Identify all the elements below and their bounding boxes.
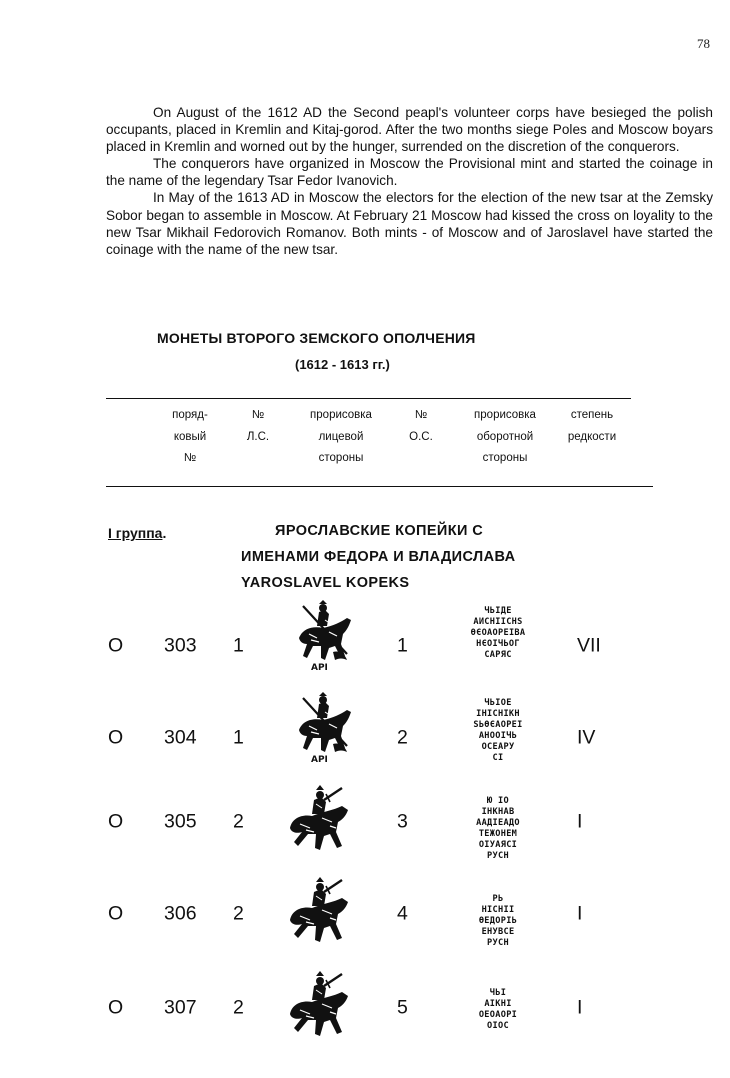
- row-obverse-number: 1: [233, 726, 244, 749]
- reverse-legend: ЧЬІ АІКНІ ОЕОАОРІ ОІОС: [478, 988, 518, 1031]
- row-catalog-number: 307: [164, 996, 197, 1019]
- row-obverse-number: 2: [233, 810, 244, 833]
- section-years: (1612 - 1613 гг.): [295, 357, 390, 372]
- row-rarity: IV: [577, 726, 596, 749]
- reverse-legend: ЧЬІДЕ АИСНІІСНЅ ӨЄОАОРЕІВА НЄОІЧЬОГ САРЯС: [470, 606, 526, 660]
- table-row: [0, 692, 730, 784]
- row-obverse-number: 2: [233, 996, 244, 1019]
- group-title-english: YAROSLAVEL KOPEKS: [241, 575, 410, 591]
- row-reverse-number: 1: [397, 634, 408, 657]
- row-mark: O: [108, 902, 124, 925]
- table-row: [0, 868, 730, 960]
- reverse-legend: РЬ НІСНІІ ӨЕДОРІЬ ЕНУВСЕ РУСН: [478, 894, 518, 948]
- header-col-reverse-drawing: прорисовка оборотной стороны: [474, 409, 536, 464]
- row-catalog-number: 304: [164, 726, 197, 749]
- row-rarity: I: [577, 902, 583, 925]
- group-title-line-1: ЯРОСЛАВСКИЕ КОПЕЙКИ С: [275, 523, 484, 539]
- group-label: I группа.: [108, 525, 167, 541]
- table-bottom-rule: [106, 486, 653, 487]
- reverse-legend: Ю ІО ІНКНАВ ААДІЕАДО ТЕЖОНЕМ ОІУАЯСІ РУСН: [476, 796, 520, 861]
- row-reverse-number: 4: [397, 902, 408, 925]
- reverse-legend: ЧЬІОЕ ІНІСНІКН ЅЬӨЄАОРЕІ АНООІЧЬ ОСЕАРУ СІ: [473, 698, 523, 763]
- row-rarity: I: [577, 810, 583, 833]
- intro-paragraph: In May of the 1613 AD in Moscow the electors for the election of the new tsar at the Zemsky Sobor began to assemble in Moscow. At February 21 Moscow had kissed the cross on loyality to the new Tsar Mikhail Fedorovich Romanov. Both mints - of Moscow and of Jaroslavel have started the coinage with the name of the new tsar.: [106, 190, 713, 257]
- header-col-order-number: поряд- ковый №: [172, 409, 208, 464]
- horseman-sword-coin-icon: [284, 876, 354, 948]
- horseman-sword-coin-icon: [284, 970, 354, 1042]
- svg-text:АРІ: АРІ: [311, 663, 328, 672]
- intro-text: [106, 104, 713, 258]
- table-row: [0, 776, 730, 868]
- row-mark: O: [108, 996, 124, 1019]
- row-catalog-number: 306: [164, 902, 197, 925]
- row-mark: O: [108, 810, 124, 833]
- horseman-spear-coin-icon: [289, 692, 359, 764]
- svg-text:АРІ: АРІ: [311, 755, 328, 764]
- row-reverse-number: 2: [397, 726, 408, 749]
- row-rarity: I: [577, 996, 583, 1019]
- row-mark: O: [108, 634, 124, 657]
- table-top-rule: [106, 398, 631, 399]
- intro-paragraph: On August of the 1612 AD the Second peapl's volunteer corps have besieged the polish occupants, placed in Kremlin and Kitaj-gorod. After the two months siege Poles and Moscow boyars placed in Kremlin and worned out by the hunger, surrended on the discretion of the conquerors.: [106, 105, 713, 155]
- intro-paragraph: The conquerors have organized in Moscow the Provisional mint and started the coinage in the name of the legendary Tsar Fedor Ivanovich.: [106, 156, 713, 189]
- row-catalog-number: 303: [164, 634, 197, 657]
- header-col-rarity: степень редкости: [567, 409, 617, 443]
- horseman-sword-coin-icon: [284, 784, 354, 856]
- page-number: 78: [697, 36, 710, 51]
- table-row: [0, 962, 730, 1054]
- row-obverse-number: 2: [233, 902, 244, 925]
- horseman-spear-coin-icon: [289, 600, 359, 672]
- row-reverse-number: 5: [397, 996, 408, 1019]
- header-col-obverse-number: № Л.С.: [246, 409, 270, 443]
- row-rarity: VII: [577, 634, 601, 657]
- row-mark: O: [108, 726, 124, 749]
- table-row: [0, 600, 730, 692]
- row-catalog-number: 305: [164, 810, 197, 833]
- section-title: МОНЕТЫ ВТОРОГО ЗЕМСКОГО ОПОЛЧЕНИЯ: [157, 330, 476, 346]
- header-col-obverse-drawing: прорисовка лицевой стороны: [310, 409, 372, 464]
- row-reverse-number: 3: [397, 810, 408, 833]
- group-title-line-2: ИМЕНАМИ ФЕДОРА И ВЛАДИСЛАВА: [241, 549, 516, 565]
- row-obverse-number: 1: [233, 634, 244, 657]
- header-col-reverse-number: № О.С.: [409, 409, 433, 443]
